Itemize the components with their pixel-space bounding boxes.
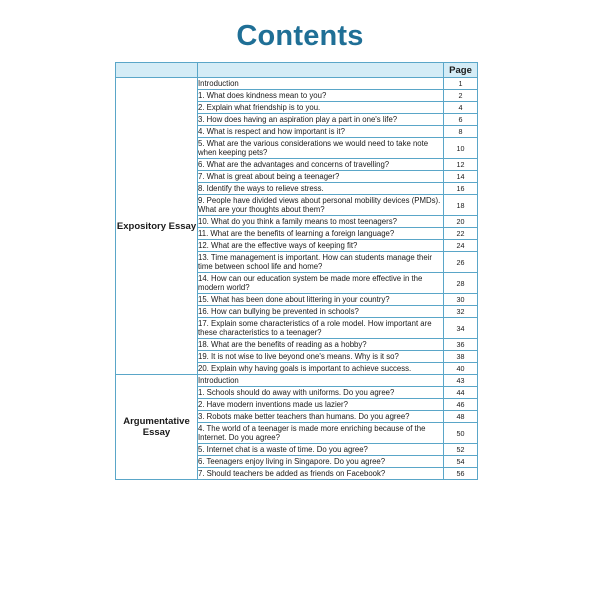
table-row <box>116 78 478 90</box>
topic-text: 6. What are the advantages and concerns of travelling? <box>198 159 444 171</box>
topic-text: Introduction <box>198 78 444 90</box>
table-row <box>116 375 478 387</box>
header-page-label: Page <box>444 63 478 78</box>
topic-text: 11. What are the benefits of learning a foreign language? <box>198 228 444 240</box>
header-section-cell <box>116 63 198 78</box>
page-number: 22 <box>444 228 478 240</box>
topic-text: 19. It is not wise to live beyond one's means. Why is it so? <box>198 351 444 363</box>
page-number: 24 <box>444 240 478 252</box>
page-number: 43 <box>444 375 478 387</box>
contents-body <box>116 78 478 480</box>
topic-text: 5. Internet chat is a waste of time. Do you agree? <box>198 444 444 456</box>
page-number: 16 <box>444 183 478 195</box>
topic-text: 9. People have divided views about personal mobility devices (PMDs). What are your thoughts about them? <box>198 195 444 216</box>
page-number: 6 <box>444 114 478 126</box>
topic-text: Introduction <box>198 375 444 387</box>
page-number: 40 <box>444 363 478 375</box>
page-number: 12 <box>444 159 478 171</box>
page-number: 56 <box>444 468 478 480</box>
page-number: 14 <box>444 171 478 183</box>
section-label: Expository Essay <box>116 78 198 375</box>
topic-text: 3. How does having an aspiration play a part in one's life? <box>198 114 444 126</box>
page-number: 46 <box>444 399 478 411</box>
page-number: 44 <box>444 387 478 399</box>
topic-text: 2. Have modern inventions made us lazier? <box>198 399 444 411</box>
topic-text: 13. Time management is important. How can students manage their time between school life and home? <box>198 252 444 273</box>
page-number: 26 <box>444 252 478 273</box>
topic-text: 4. The world of a teenager is made more enriching because of the Internet. Do you agree? <box>198 423 444 444</box>
page-number: 10 <box>444 138 478 159</box>
page-number: 28 <box>444 273 478 294</box>
page-number: 18 <box>444 195 478 216</box>
page-number: 50 <box>444 423 478 444</box>
page-number: 1 <box>444 78 478 90</box>
topic-text: 16. How can bullying be prevented in schools? <box>198 306 444 318</box>
topic-text: 12. What are the effective ways of keeping fit? <box>198 240 444 252</box>
topic-text: 3. Robots make better teachers than humans. Do you agree? <box>198 411 444 423</box>
page-title: Contents <box>236 20 364 52</box>
page-number: 2 <box>444 90 478 102</box>
page-number: 4 <box>444 102 478 114</box>
page-number: 32 <box>444 306 478 318</box>
page-number: 30 <box>444 294 478 306</box>
topic-text: 5. What are the various considerations we would need to take note when keeping pets? <box>198 138 444 159</box>
topic-text: 4. What is respect and how important is it? <box>198 126 444 138</box>
topic-text: 17. Explain some characteristics of a role model. How important are these characteristics to a teenager? <box>198 318 444 339</box>
topic-text: 1. What does kindness mean to you? <box>198 90 444 102</box>
page-number: 52 <box>444 444 478 456</box>
page-number: 20 <box>444 216 478 228</box>
page-number: 38 <box>444 351 478 363</box>
topic-text: 8. Identify the ways to relieve stress. <box>198 183 444 195</box>
header-topic-cell <box>198 63 444 78</box>
topic-text: 14. How can our education system be made more effective in the modern world? <box>198 273 444 294</box>
page-number: 34 <box>444 318 478 339</box>
page-number: 36 <box>444 339 478 351</box>
section-label: Argumentative Essay <box>116 375 198 480</box>
topic-text: 2. Explain what friendship is to you. <box>198 102 444 114</box>
topic-text: 1. Schools should do away with uniforms. Do you agree? <box>198 387 444 399</box>
topic-text: 7. What is great about being a teenager? <box>198 171 444 183</box>
page-number: 48 <box>444 411 478 423</box>
contents-table <box>115 62 478 480</box>
topic-text: 18. What are the benefits of reading as a hobby? <box>198 339 444 351</box>
topic-text: 7. Should teachers be added as friends on Facebook? <box>198 468 444 480</box>
topic-text: 20. Explain why having goals is important to achieve success. <box>198 363 444 375</box>
page-number: 8 <box>444 126 478 138</box>
topic-text: 6. Teenagers enjoy living in Singapore. Do you agree? <box>198 456 444 468</box>
topic-text: 15. What has been done about littering in your country? <box>198 294 444 306</box>
page-number: 54 <box>444 456 478 468</box>
topic-text: 10. What do you think a family means to most teenagers? <box>198 216 444 228</box>
table-header-row <box>116 63 478 78</box>
